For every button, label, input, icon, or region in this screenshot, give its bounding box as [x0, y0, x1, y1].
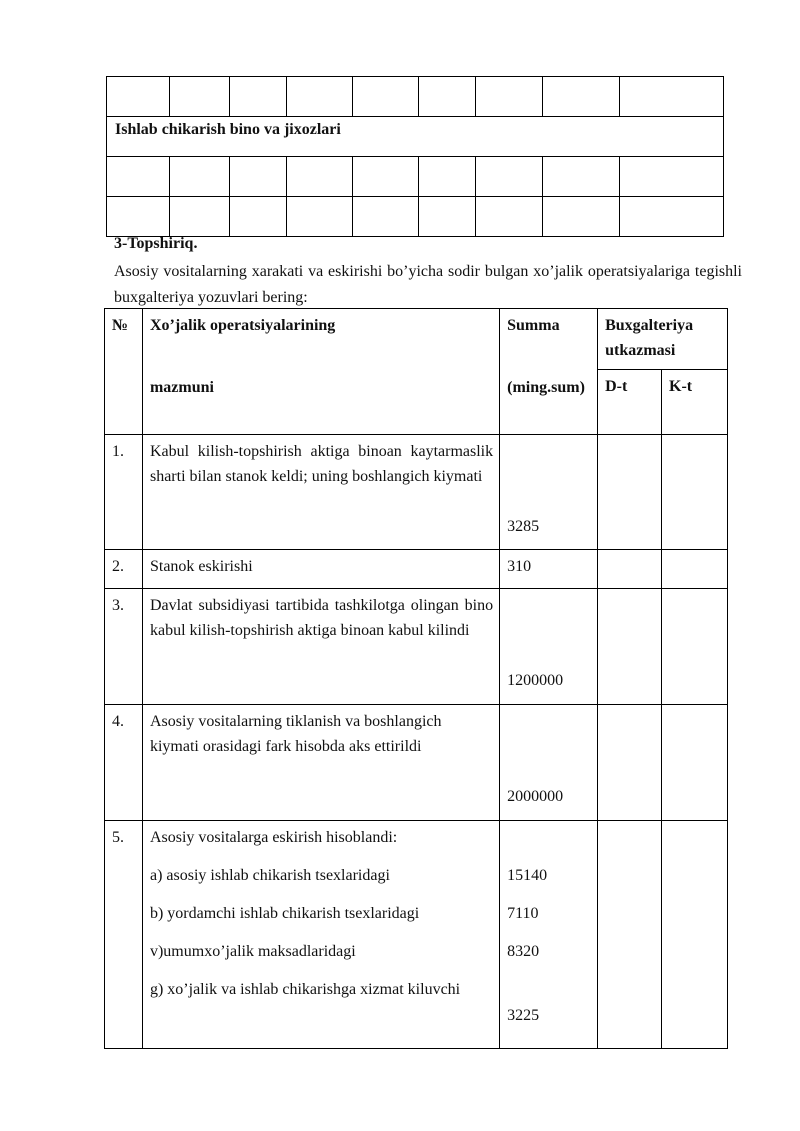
row-text-cell	[142, 821, 499, 1049]
header-content-line2: mazmuni	[149, 379, 214, 396]
operations-table	[104, 308, 728, 1049]
row-sum-cell	[500, 705, 598, 821]
task-heading: 3-Topshiriq.	[114, 235, 198, 252]
row-sum: 2000000	[507, 788, 564, 805]
sub-item-sum: 15140	[507, 867, 548, 884]
top-table-empty-row	[107, 197, 724, 237]
table-cell	[543, 197, 620, 237]
table-cell	[476, 197, 543, 237]
table-cell	[107, 77, 170, 117]
debit-cell	[598, 435, 662, 550]
row-number: 5.	[105, 821, 143, 1049]
row-number: 2.	[105, 550, 143, 589]
debit-cell	[598, 705, 662, 821]
header-number: №	[105, 309, 143, 435]
table-cell	[352, 157, 419, 197]
row-sum-cell	[500, 589, 598, 705]
table-cell	[352, 197, 419, 237]
table-cell	[620, 157, 724, 197]
table-cell	[352, 77, 419, 117]
row-sum: 1200000	[507, 672, 564, 689]
header-debit: D-t	[598, 370, 662, 435]
sub-item-text: b) yordamchi ishlab chikarish tsexlaridagi	[149, 905, 420, 922]
table-row	[105, 821, 728, 1049]
debit-cell	[598, 821, 662, 1049]
header-content-line1: Xo’jalik operatsiyalarining	[149, 317, 336, 334]
table-cell	[543, 77, 620, 117]
row-sum-cell	[500, 821, 598, 1049]
header-entries: Buxgalteriya utkazmasi	[598, 309, 728, 370]
table-row	[105, 550, 728, 589]
credit-cell	[662, 821, 728, 1049]
sub-item-sum: 3225	[507, 1007, 540, 1024]
row-text: Asosiy vositalarga eskirish hisoblandi:	[149, 829, 398, 846]
row-number: 4.	[105, 705, 143, 821]
debit-cell	[598, 589, 662, 705]
row-number: 3.	[105, 589, 143, 705]
header-sum-line2: (ming.sum)	[507, 379, 585, 396]
sub-item-text: v)umumxo’jalik maksadlaridagi	[149, 943, 356, 960]
table-row	[105, 705, 728, 821]
header-sum-line1: Summa	[507, 317, 560, 334]
table-cell	[169, 77, 229, 117]
table-cell	[620, 77, 724, 117]
table-cell	[620, 197, 724, 237]
credit-cell	[662, 550, 728, 589]
table-cell	[107, 197, 170, 237]
row-text: Asosiy vositalarning tiklanish va boshlangich kiymati orasidagi fark hisobda aks ettirildi	[142, 705, 499, 821]
task-intro: Asosiy vositalarning xarakati va eskirishi bo’yicha sodir bulgan xo’jalik operatsiyalariga tegishli buxgalteriya yozuvlari bering:	[114, 263, 742, 306]
table-row	[105, 435, 728, 550]
row-sum-cell	[500, 435, 598, 550]
section-title: Ishlab chikarish bino va jixozlari	[107, 117, 724, 157]
credit-cell	[662, 435, 728, 550]
table-cell	[286, 197, 352, 237]
table-cell	[419, 77, 476, 117]
table-cell	[286, 157, 352, 197]
top-table	[106, 76, 724, 237]
row-sum: 310	[500, 550, 598, 589]
table-cell	[229, 157, 286, 197]
header-credit: K-t	[662, 370, 728, 435]
sub-item-text: a) asosiy ishlab chikarish tsexlaridagi	[149, 867, 390, 884]
sub-item-sum: 8320	[507, 943, 540, 960]
table-cell	[476, 77, 543, 117]
sub-item-sum: 7110	[507, 905, 539, 922]
table-cell	[229, 77, 286, 117]
table-cell	[229, 197, 286, 237]
credit-cell	[662, 705, 728, 821]
table-cell	[476, 157, 543, 197]
row-number: 1.	[105, 435, 143, 550]
header-content	[142, 309, 499, 435]
header-sum	[500, 309, 598, 435]
table-cell	[169, 197, 229, 237]
row-text: Kabul kilish-topshirish aktiga binoan kaytarmaslik sharti bilan stanok keldi; uning boshlangich kiymati	[142, 435, 499, 550]
top-table-empty-row	[107, 157, 724, 197]
table-cell	[419, 197, 476, 237]
sub-item-text: g) xo’jalik va ishlab chikarishga xizmat kiluvchi	[149, 981, 461, 998]
table-cell	[286, 77, 352, 117]
row-sum: 3285	[507, 518, 540, 535]
table-row	[105, 589, 728, 705]
table-cell	[107, 157, 170, 197]
row-text: Davlat subsidiyasi tartibida tashkilotga olingan bino kabul kilish-topshirish aktiga binoan kabul kilindi	[142, 589, 499, 705]
debit-cell	[598, 550, 662, 589]
top-table-section-row	[107, 117, 724, 157]
header-row	[105, 309, 728, 370]
table-cell	[543, 157, 620, 197]
top-table-empty-row	[107, 77, 724, 117]
table-cell	[419, 157, 476, 197]
table-cell	[169, 157, 229, 197]
row-text: Stanok eskirishi	[142, 550, 499, 589]
credit-cell	[662, 589, 728, 705]
